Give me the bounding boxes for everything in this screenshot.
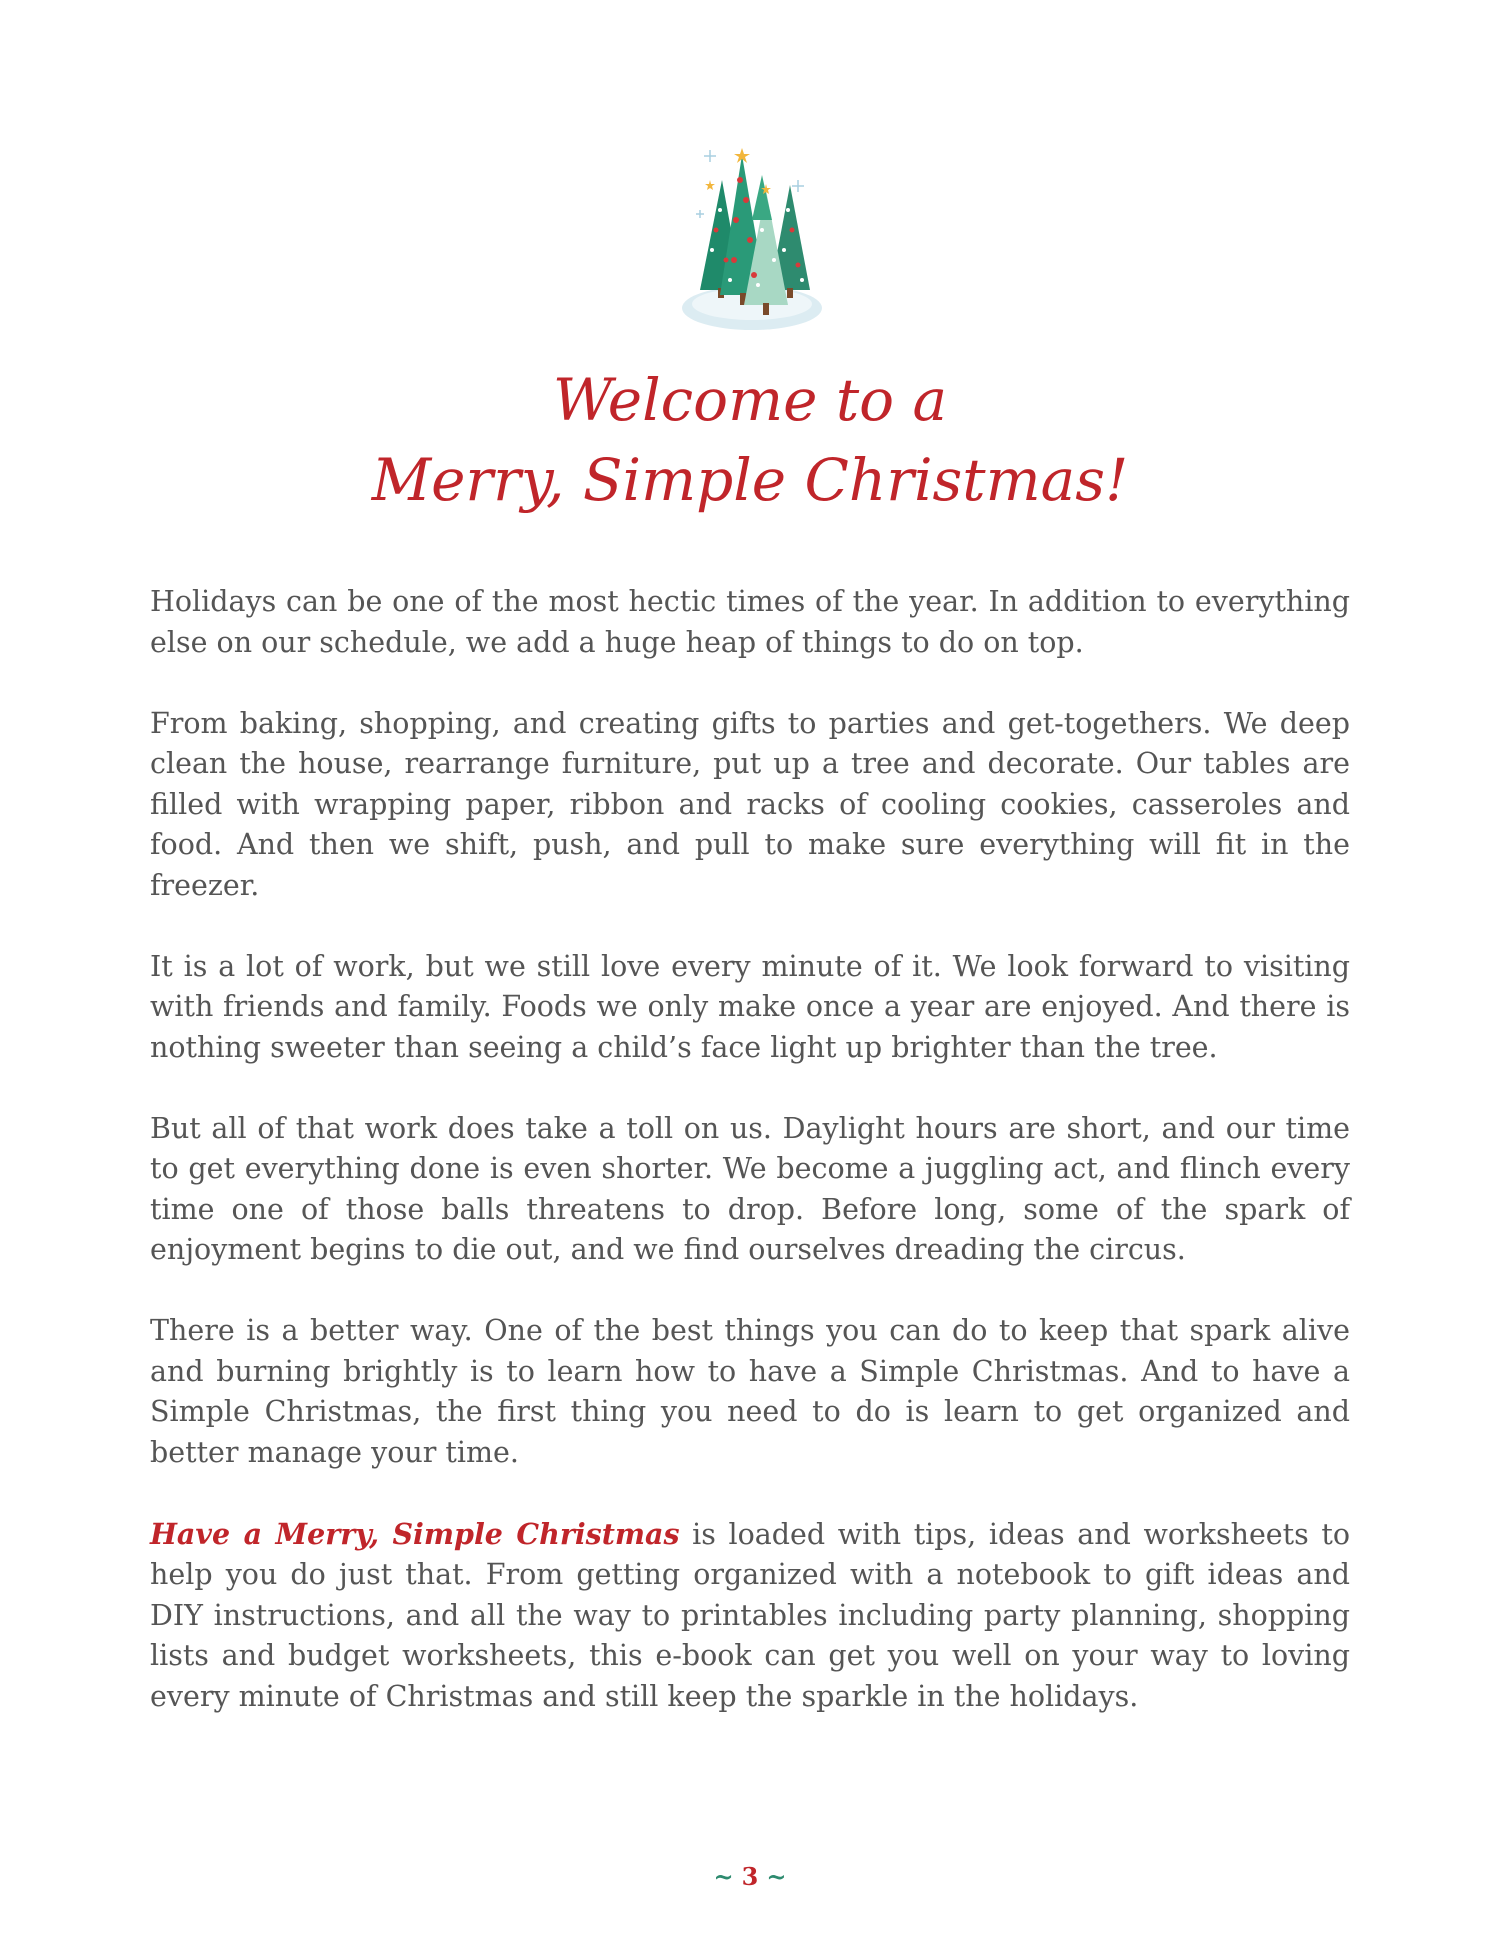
page-title <box>0 360 1500 520</box>
title-line-1: Welcome to a <box>552 366 948 434</box>
paragraph-2: From baking, shopping, and creating gifts to parties and get-togethers. We deep clean the house, rearrange furniture, put up a tree and decorate. Our tables are filled with wrapping paper, ribbon and racks of cooling cookies, casseroles and food. And then we shift, push, and pull to make sure everything will fit in the freezer. <box>150 706 1350 902</box>
page-number-left-tilde: ~ <box>713 1862 734 1891</box>
title-line-2: Merry, Simple Christmas! <box>371 446 1129 514</box>
christmas-trees-icon <box>670 140 830 340</box>
page-number-value: 3 <box>741 1862 759 1891</box>
body-text <box>150 582 1350 1758</box>
page-number-right-tilde: ~ <box>766 1862 787 1891</box>
paragraph-4: But all of that work does take a toll on us. Daylight hours are short, and our time to get everything done is even shorter. We become a juggling act, and flinch every time one of those balls threatens to drop. Before long, some of the spark of enjoyment begins to die out, and we find ourselves dreading the circus. <box>150 1111 1350 1266</box>
paragraph-6 <box>150 1514 1350 1718</box>
book-title-emphasis: Have a Merry, Simple Christmas <box>150 1516 680 1551</box>
paragraph-3: It is a lot of work, but we still love every minute of it. We look forward to visiting with friends and family. Foods we only make once a year are enjoyed. And there is nothing sweeter than seeing a child’s face light up brighter than the tree. <box>150 949 1350 1064</box>
paragraph-5: There is a better way. One of the best things you can do to keep that spark alive and burning brightly is to learn how to have a Simple Christmas. And to have a Simple Christmas, the first thing you need to do is learn to get organized and better manage your time. <box>150 1314 1350 1469</box>
paragraph-6-text: is loaded with tips, ideas and worksheets to help you do just that. From getting organized with a notebook to gift ideas and DIY instructions, and all the way to printables including party planning, shopping lists and budget worksheets, this e-book can get you well on your way to loving every minute of Christmas and still keep the sparkle in the holidays. <box>150 1517 1350 1713</box>
paragraph-1: Holidays can be one of the most hectic times of the year. In addition to everything else on our schedule, we add a huge heap of things to do on top. <box>150 585 1350 659</box>
page-number <box>0 1862 1500 1891</box>
